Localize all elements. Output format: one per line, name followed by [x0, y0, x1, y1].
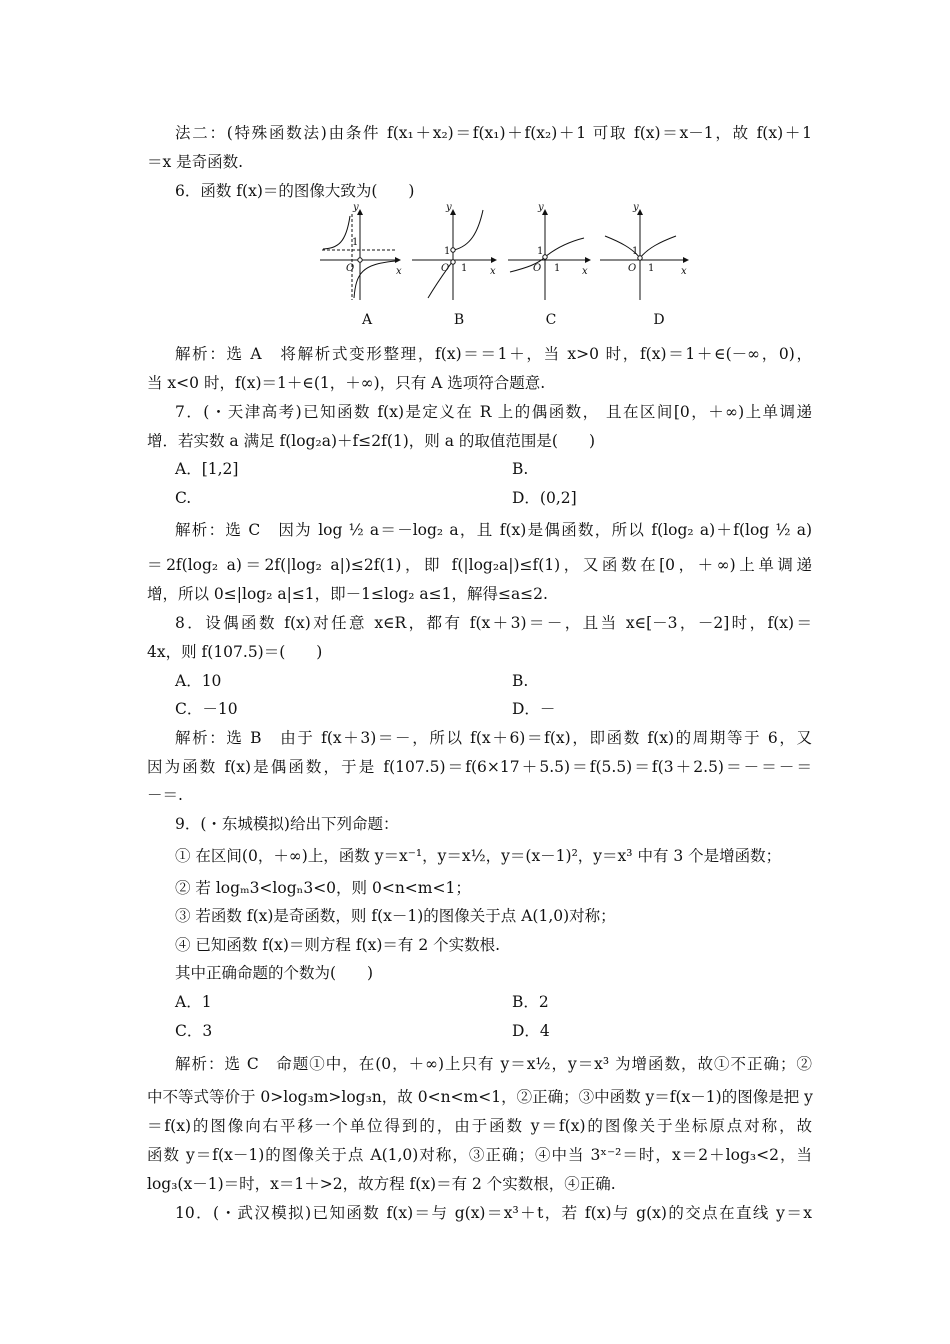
tick-one-label: 1	[461, 263, 468, 274]
proposition-2: ② 若 logₘ3<logₙ3<0，则 0<n<m<1；	[175, 879, 471, 897]
graph-b	[412, 210, 496, 300]
text-line: log₃(x－1)＝时，x＝1＋>2，故方程 f(x)＝有 2 个实数根，④正确.	[147, 1175, 616, 1193]
proposition-1: ① 在区间(0，＋∞)上，函数 y＝x⁻¹，y＝x½，y＝(x－1)²，y＝x³ 中有 3 个是增函数；	[175, 847, 782, 865]
question-6-stem: 6．函数 f(x)＝的图像大致为( )	[175, 182, 415, 200]
text-line: ＝x 是奇函数.	[147, 153, 244, 171]
text-line: 法二：(特殊函数法)由条件 f(x₁＋x₂)＝f(x₁)＋f(x₂)＋1 可取 f(x)＝x－1，故 f(x)＋1	[175, 124, 812, 142]
graph-c	[508, 210, 590, 300]
answer-graphs-figure	[0, 198, 950, 338]
text-line: 因为函数 f(x)是偶函数，于是 f(107.5)＝f(6×17＋5.5)＝f(5.5)＝f(3＋2.5)＝－＝－＝	[147, 758, 812, 776]
text-line: 增．若实数 a 满足 f(log₂a)＋f≤2f(1)，则 a 的取值范围是( )	[147, 432, 595, 450]
text-line: 函数 y＝f(x－1)的图像关于点 A(1,0)对称，③正确；④中当 3ˣ⁻²＝时，x＝2＋log₃<2，当	[147, 1146, 812, 1164]
option-b: B.	[512, 672, 529, 690]
origin-label: O	[533, 263, 542, 274]
option-a: A．1	[175, 993, 212, 1011]
option-d: D．(0,2]	[512, 489, 577, 507]
text-line: 解析：选 C 因为 log ½ a＝－log₂ a，且 f(x)是偶函数，所以 f(log₂ a)＋f(log ½ a)	[175, 521, 812, 539]
graph-a	[320, 210, 400, 300]
text-line: －＝.	[147, 786, 183, 804]
text-line: 其中正确命题的个数为( )	[175, 964, 374, 982]
axis-y-label: y	[538, 202, 544, 213]
option-a: A．10	[175, 672, 222, 690]
option-label-d: D	[653, 312, 665, 328]
option-label-b: B	[453, 312, 465, 328]
text-line: 增，所以 0≤|log₂ a|≤1，即－1≤log₂ a≤1，解得≤a≤2.	[147, 585, 548, 603]
origin-label: O	[346, 263, 355, 274]
option-b: B.	[512, 460, 529, 478]
question-8-stem: 8．设偶函数 f(x)对任意 x∈R，都有 f(x＋3)＝－，且当 x∈[－3，－2]时，f(x)＝	[175, 614, 812, 632]
origin-label: O	[441, 263, 450, 274]
text-line: 解析：选 C 命题①中，在(0，＋∞)上只有 y＝x½，y＝x³ 为增函数，故①不正确；②	[175, 1055, 812, 1073]
tick-one-label: 1	[632, 246, 639, 257]
axis-x-label: x	[681, 266, 687, 277]
axis-x-label: x	[396, 266, 402, 277]
text-line: 中不等式等价于 0>log₃m>log₃n，故 0<n<m<1，②正确；③中函数 y＝f(x－1)的图像是把 y	[147, 1088, 813, 1106]
graph-d	[600, 210, 688, 300]
question-7-stem: 7．(・天津高考)已知函数 f(x)是定义在 R 上的偶函数， 且在区间[0，＋∞)上单调递	[175, 403, 812, 421]
question-9-stem: 9．(・东城模拟)给出下列命题：	[175, 815, 399, 833]
tick-one-label: 1	[444, 246, 451, 257]
text-line: 解析：选 A 将解析式变形整理，f(x)＝＝1＋，当 x>0 时，f(x)＝1＋∈(－∞，0)，	[175, 345, 812, 363]
tick-one-label: 1	[352, 237, 359, 248]
option-d: D．4	[512, 1022, 550, 1040]
option-label-a: A	[361, 312, 373, 328]
tick-one-label: 1	[648, 263, 655, 274]
axis-y-label: y	[633, 202, 639, 213]
axis-x-label: x	[582, 266, 588, 277]
tick-one-label: 1	[537, 246, 544, 257]
tick-one-label: 1	[554, 263, 561, 274]
option-d: D．－	[512, 700, 556, 718]
text-line: 当 x<0 时，f(x)＝1＋∈(1，＋∞)，只有 A 选项符合题意.	[147, 374, 546, 392]
option-c: C．3	[175, 1022, 213, 1040]
text-line: ＝2f(log₂ a)＝2f(|log₂ a|)≤2f(1)，即 f(|log₂a|)≤f(1)，又函数在[0，＋∞)上单调递	[147, 556, 812, 574]
axis-y-label: y	[353, 202, 359, 213]
question-10-stem: 10．(・武汉模拟)已知函数 f(x)＝与 g(x)＝x³＋t，若 f(x)与 g(x)的交点在直线 y＝x	[175, 1204, 812, 1222]
axis-x-label: x	[490, 266, 496, 277]
text-line: 4x，则 f(107.5)＝( )	[147, 643, 323, 661]
option-a: A．[1,2]	[175, 460, 239, 478]
text-line: 解析：选 B 由于 f(x＋3)＝－，所以 f(x＋6)＝f(x)，即函数 f(x)的周期等于 6，又	[175, 729, 812, 747]
text-line: ＝f(x)的图像向右平移一个单位得到的，由于函数 y＝f(x)的图像关于坐标原点对称，故	[147, 1117, 812, 1135]
option-c: C．－10	[175, 700, 238, 718]
origin-label: O	[628, 263, 637, 274]
option-b: B．2	[512, 993, 549, 1011]
option-label-c: C	[545, 312, 557, 328]
option-c: C.	[175, 489, 192, 507]
proposition-3: ③ 若函数 f(x)是奇函数，则 f(x－1)的图像关于点 A(1,0)对称；	[175, 907, 616, 925]
proposition-4: ④ 已知函数 f(x)＝则方程 f(x)＝有 2 个实数根.	[175, 936, 501, 954]
graphs-svg	[0, 198, 950, 308]
axis-y-label: y	[446, 202, 452, 213]
